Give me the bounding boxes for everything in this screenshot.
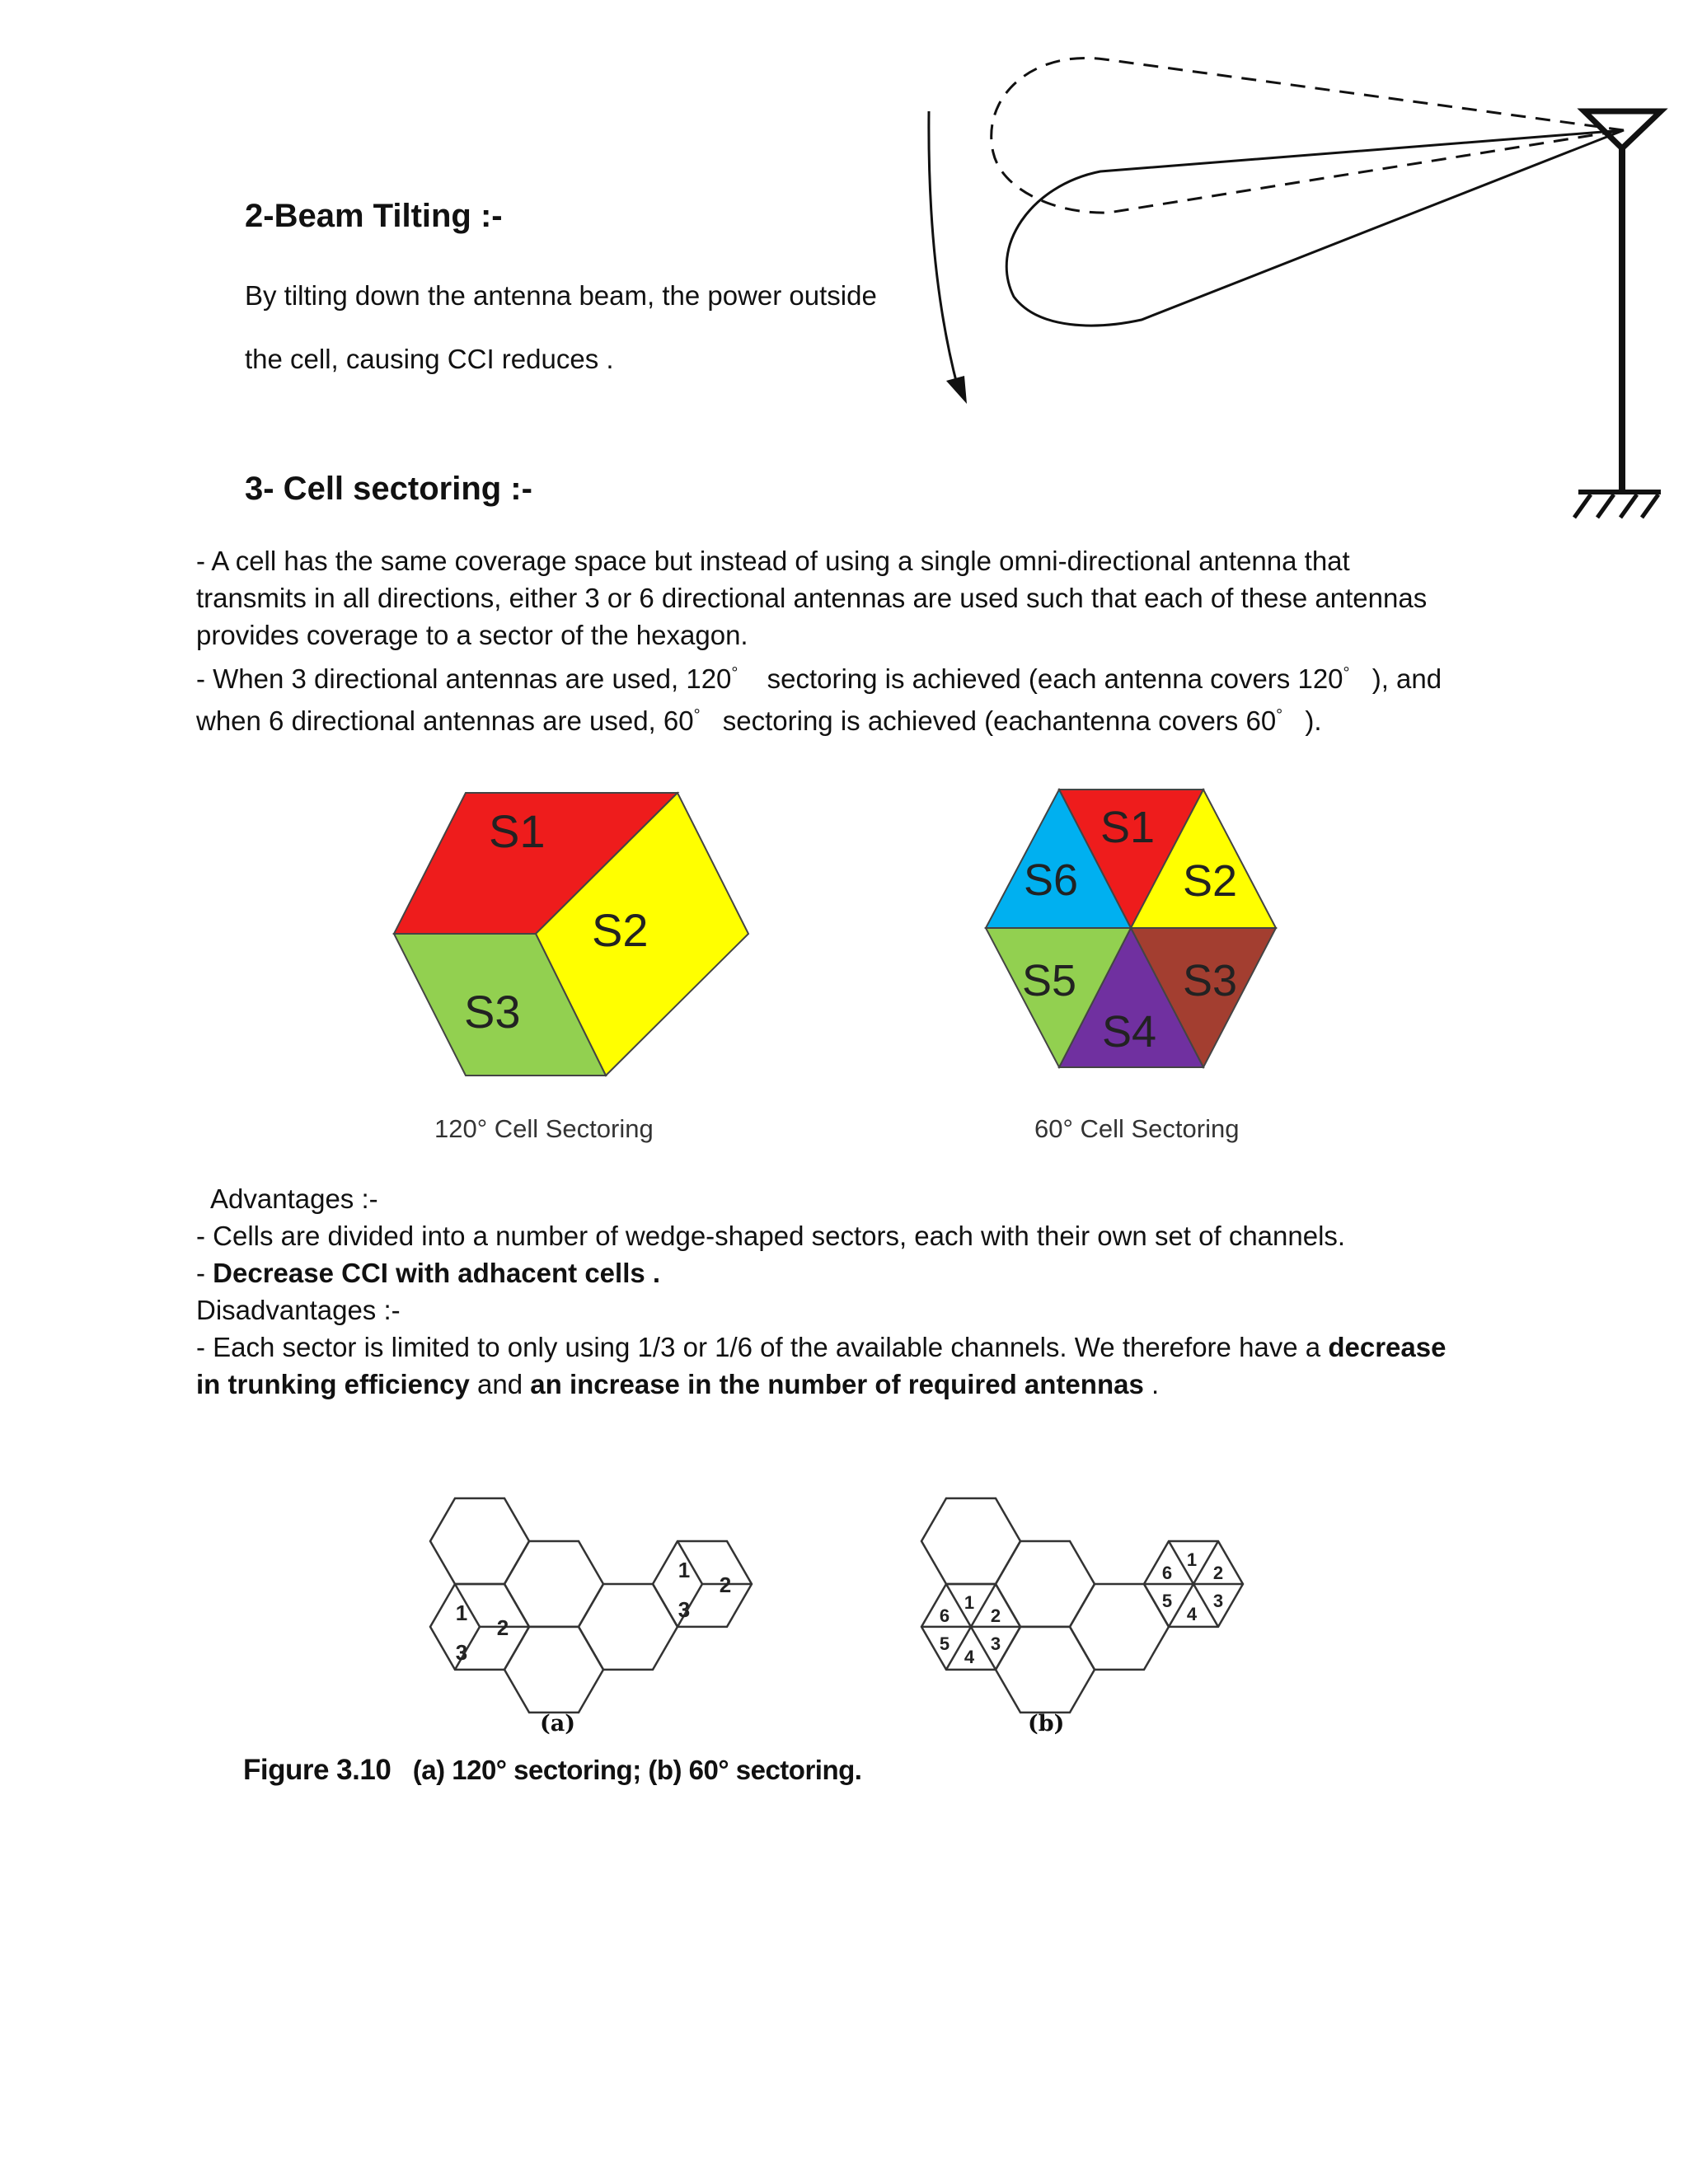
figure-3-10 — [0, 1451, 1688, 1764]
beam-tilting-line-1: By tilting down the antenna beam, the power outside — [245, 280, 877, 311]
figure-a-120-sectoring — [430, 1498, 752, 1713]
sector-number: 6 — [1161, 1562, 1173, 1583]
figure-label-a: (a) — [540, 1711, 576, 1736]
degree-symbol: ° — [1343, 664, 1350, 682]
sector-number: 2 — [990, 1605, 1001, 1626]
advantage-item-2: - Decrease CCI with adhacent cells . — [196, 1258, 661, 1288]
label-s2: S2 — [1183, 856, 1238, 906]
sectoring-line-4: - When 3 directional antennas are used, 120° sectoring is achieved (each antenna covers 120° ), and — [196, 663, 1442, 694]
beam-tilting-line-2: the cell, causing CCI reduces . — [245, 344, 614, 374]
figure-3-10-caption: Figure 3.10 (a) 120° sectoring; (b) 60° sectoring. — [243, 1754, 862, 1786]
sector-number: 2 — [719, 1572, 732, 1597]
advantages-heading: Advantages :- — [210, 1183, 378, 1214]
sector-number: 1 — [678, 1557, 691, 1582]
label-s4: S4 — [1102, 1007, 1157, 1057]
sector-number: 6 — [939, 1605, 950, 1626]
sector-number: 3 — [455, 1639, 468, 1665]
sector-number: 3 — [678, 1596, 691, 1622]
beam-tilting-heading: 2-Beam Tilting :- — [245, 198, 503, 234]
cell-hexagon — [579, 1584, 678, 1670]
sector-number: 3 — [990, 1633, 1001, 1654]
disadvantage-line-1: - Each sector is limited to only using 1/3 or 1/6 of the available channels. We therefore have a decrease — [196, 1332, 1447, 1362]
sector-number: 5 — [939, 1633, 950, 1654]
disadvantage-line-2: in trunking efficiency and an increase in the number of required antennas . — [196, 1369, 1160, 1399]
hexagon-60-sectoring — [986, 790, 1276, 1067]
antenna-icon — [1574, 111, 1661, 518]
figure-label-b: (b) — [1028, 1711, 1065, 1736]
cell-hexagon — [996, 1627, 1095, 1713]
cell-hexagon — [504, 1627, 603, 1713]
sector-number: 4 — [964, 1646, 975, 1667]
cell-sectoring-heading: 3- Cell sectoring :- — [245, 471, 532, 507]
sectoring-line-3: provides coverage to a sector of the hexagon. — [196, 620, 748, 650]
sector-number: 5 — [1161, 1590, 1173, 1611]
label-s5: S5 — [1022, 956, 1077, 1005]
label-s6: S6 — [1024, 855, 1079, 905]
caption-120-sectoring: 120° Cell Sectoring — [434, 1114, 654, 1143]
hexagon-120-sectoring — [394, 793, 748, 1076]
tilt-arrow-head — [946, 376, 967, 404]
original-beam-dashed — [992, 58, 1624, 213]
caption-60-sectoring: 60° Cell Sectoring — [1034, 1114, 1240, 1143]
label-s3: S3 — [464, 986, 521, 1038]
degree-symbol: ° — [731, 664, 738, 682]
sector-number: 1 — [1186, 1549, 1198, 1570]
sector-number: 2 — [1212, 1562, 1224, 1583]
label-s1: S1 — [1100, 803, 1156, 852]
sectoring-line-1: - A cell has the same coverage space but instead of using a single omni-directional antenna that — [196, 546, 1350, 576]
figure-b-60-sectoring — [921, 1498, 1243, 1713]
cell-hexagon — [504, 1541, 603, 1627]
sectoring-description — [196, 542, 1680, 739]
sectoring-line-5: when 6 directional antennas are used, 60° sectoring is achieved (eachantenna covers 60° ). — [196, 705, 1322, 736]
label-s1: S1 — [489, 805, 546, 857]
label-s3: S3 — [1183, 956, 1238, 1005]
tilted-beam — [1006, 130, 1624, 326]
sector-number: 1 — [455, 1600, 468, 1625]
sectoring-line-2: transmits in all directions, either 3 or 6 directional antennas are used such that each of these antennas — [196, 583, 1428, 613]
label-s2: S2 — [592, 904, 649, 956]
degree-symbol: ° — [693, 706, 701, 724]
tilt-arrow — [929, 111, 958, 387]
cell-hexagon — [1070, 1584, 1169, 1670]
degree-symbol: ° — [1276, 706, 1283, 724]
cell-hexagon — [921, 1498, 1020, 1584]
advantage-item-1: - Cells are divided into a number of wedge-shaped sectors, each with their own set of channels. — [196, 1221, 1346, 1251]
sector-number: 4 — [1186, 1603, 1198, 1624]
cell-hexagon — [996, 1541, 1095, 1627]
disadvantages-heading: Disadvantages :- — [196, 1295, 401, 1325]
sector-number: 1 — [964, 1591, 975, 1613]
pros-cons-block — [196, 1180, 1680, 1403]
sector-number: 3 — [1212, 1590, 1224, 1611]
sector-number: 2 — [496, 1615, 509, 1640]
cell-hexagon — [430, 1498, 529, 1584]
sector-hexagons-figure — [0, 775, 1688, 1162]
